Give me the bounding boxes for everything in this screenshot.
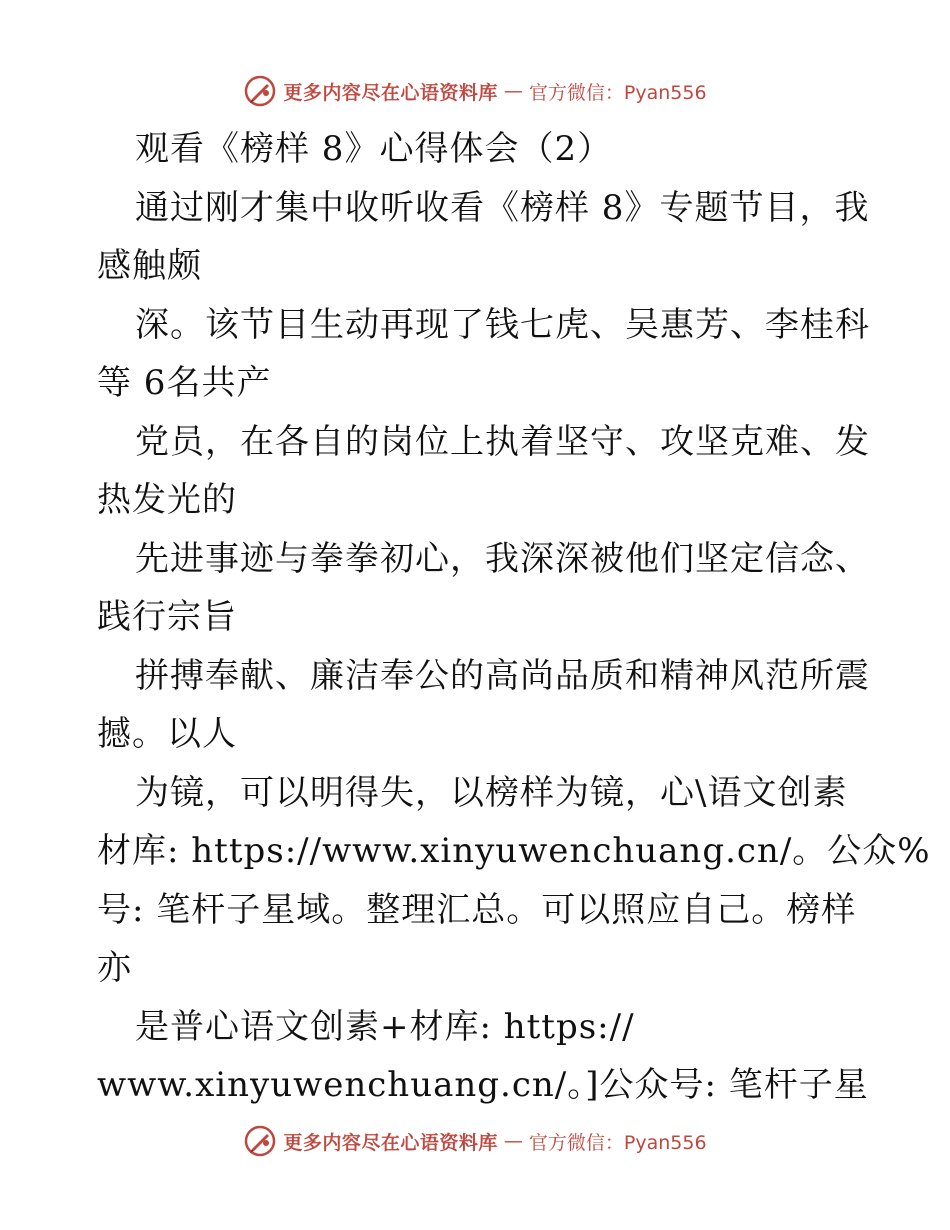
paragraph-line: 践行宗旨	[97, 597, 237, 637]
banner-contact-text: 官方微信：Pyan556	[528, 1131, 707, 1154]
paragraph-line: 深。该节目生动再现了钱七虎、吴惠芳、李桂科	[135, 304, 870, 345]
paragraph-line: 是普心语文创素+材库: https://	[135, 1006, 635, 1047]
paragraph-line: 先进事迹与拳拳初心，我深深被他们坚定信念、	[135, 538, 870, 579]
document-body	[97, 120, 931, 1115]
paragraph-line: 拼搏奉献、廉洁奉公的高尚品质和精神风范所震	[135, 655, 870, 696]
paragraph-line: 亦	[97, 948, 132, 988]
document-title: 观看《榜样 8》心得体会（2）	[135, 129, 613, 169]
quill-pen-logo-icon	[243, 74, 277, 108]
paragraph-line: 感触颇	[97, 246, 202, 286]
paragraph-line: 为镜，可以明得失，以榜样为镜，心\语文创素	[135, 772, 848, 813]
header-banner	[0, 71, 950, 111]
paragraph-line: 等 6名共产	[97, 363, 272, 403]
footer-banner	[0, 1121, 950, 1161]
banner-separator: —	[503, 80, 523, 102]
banner-contact-text: 官方微信：Pyan556	[528, 81, 707, 104]
paragraph-line: 热发光的	[97, 480, 237, 520]
paragraph-line: 号: 笔杆子星域。整理汇总。可以照应自己。榜样	[97, 889, 857, 930]
quill-pen-logo-icon	[243, 1124, 277, 1158]
banner-brand-text: 更多内容尽在心语资料库	[283, 81, 498, 104]
paragraph-line: www.xinyuwenchuang.cn/。]公众号: 笔杆子星	[97, 1065, 869, 1105]
banner-separator: —	[503, 1130, 523, 1152]
paragraph-line: 通过刚才集中收听收看《榜样 8》专题节目，我	[135, 187, 870, 228]
paragraph-line: 材库: https://www.xinyuwenchuang.cn/。公众%	[97, 831, 931, 871]
banner-brand-text: 更多内容尽在心语资料库	[283, 1131, 498, 1154]
paragraph-line: 撼。以人	[97, 714, 237, 754]
paragraph-line: 党员，在各自的岗位上执着坚守、攻坚克难、发	[135, 421, 870, 462]
